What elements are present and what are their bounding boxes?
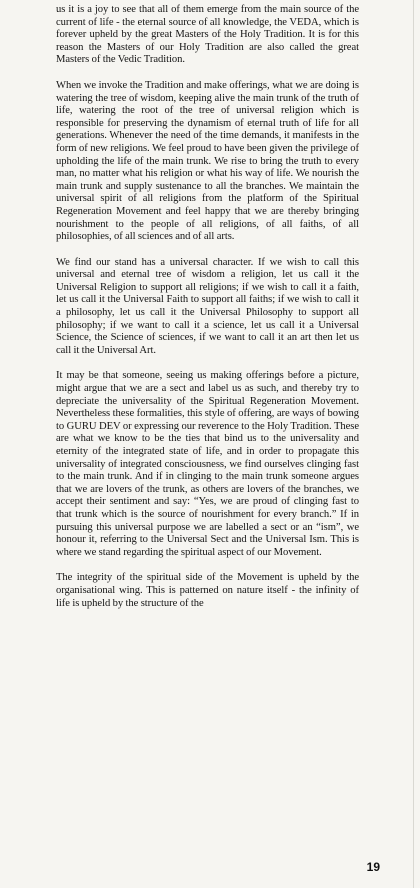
text-column — [56, 4, 359, 610]
page-number: 19 — [366, 860, 380, 874]
page-edge-divider — [413, 0, 414, 888]
paragraph-1: us it is a joy to see that all of them emerge from the main source of the current of life - the eternal source of all knowledge, the VEDA, which is forever upheld by the great Masters of the Holy Tradition. It is for this reason the Masters of our Holy Tradition are also called the great Masters of the Vedic Tradition. — [56, 4, 359, 66]
paragraph-2: When we invoke the Tradition and make offerings, what we are doing is watering the tree of wisdom, keeping alive the main trunk of the truth of life, watering the root of the tree of universal religion which is responsible for preserving the dynamism of eternal truth of life for all generations. Whenever the need of the time demands, it manifests in the form of new religions. We feel proud to have been given the privilege of upholding the life of the main trunk. We rise to bring the truth to every man, no matter what his religion or what his way of life. We nourish the main trunk and supply sustenance to all the branches. We maintain the universal spirit of all religions from the platform of the Spiritual Regeneration Movement and feel happy that we are thereby bringing nourishment to the people of all religions, of all faiths, of all philosophies, of all sciences and of all arts. — [56, 79, 359, 243]
paragraph-5: The integrity of the spiritual side of the Movement is upheld by the organisational wing. This is patterned on nature itself - the infinity of life is upheld by the structure of the — [56, 572, 359, 609]
paragraph-3: We find our stand has a universal character. If we wish to call this universal and eternal tree of wisdom a religion, let us call it the Universal Religion to support all religions; if we wish to call it a faith, let us call it the Universal Faith to support all faiths; if we wish to call it a philosophy, let us call it the Universal Philosophy to support all philosophy; if we want to call it a science, let us call it a Universal Science, the Science of sciences, if we want to call it an art then let us call it the Universal Art. — [56, 256, 359, 356]
paragraph-4: It may be that someone, seeing us making offerings before a picture, might argue that we are a sect and label us as such, and thereby try to depreciate the universality of the Spiritual Regeneration Movement. Nevertheless these formalities, this style of offering, are ways of bowing to GURU DEV or expressing our reverence to the Holy Tradition. These are what we know to be the ties that bind us to the universality and eternity of the integrated state of life, and in order to propagate this universality of integrated consciousness, we find ourselves clinging fast to the main trunk. And if in clinging to the main trunk someone argues that we are lovers of the trunk, as others are lovers of the branches, we accept their sentiment and say: “Yes, we are proud of clinging fast to that trunk which is the source of nourishment for every branch.” If in pursuing this universal purpose we are labelled a sect or an “ism”, we honour it, referring to the Universal Sect and the Universal Ism. This is where we stand regarding the spiritual aspect of our Movement. — [56, 370, 359, 558]
